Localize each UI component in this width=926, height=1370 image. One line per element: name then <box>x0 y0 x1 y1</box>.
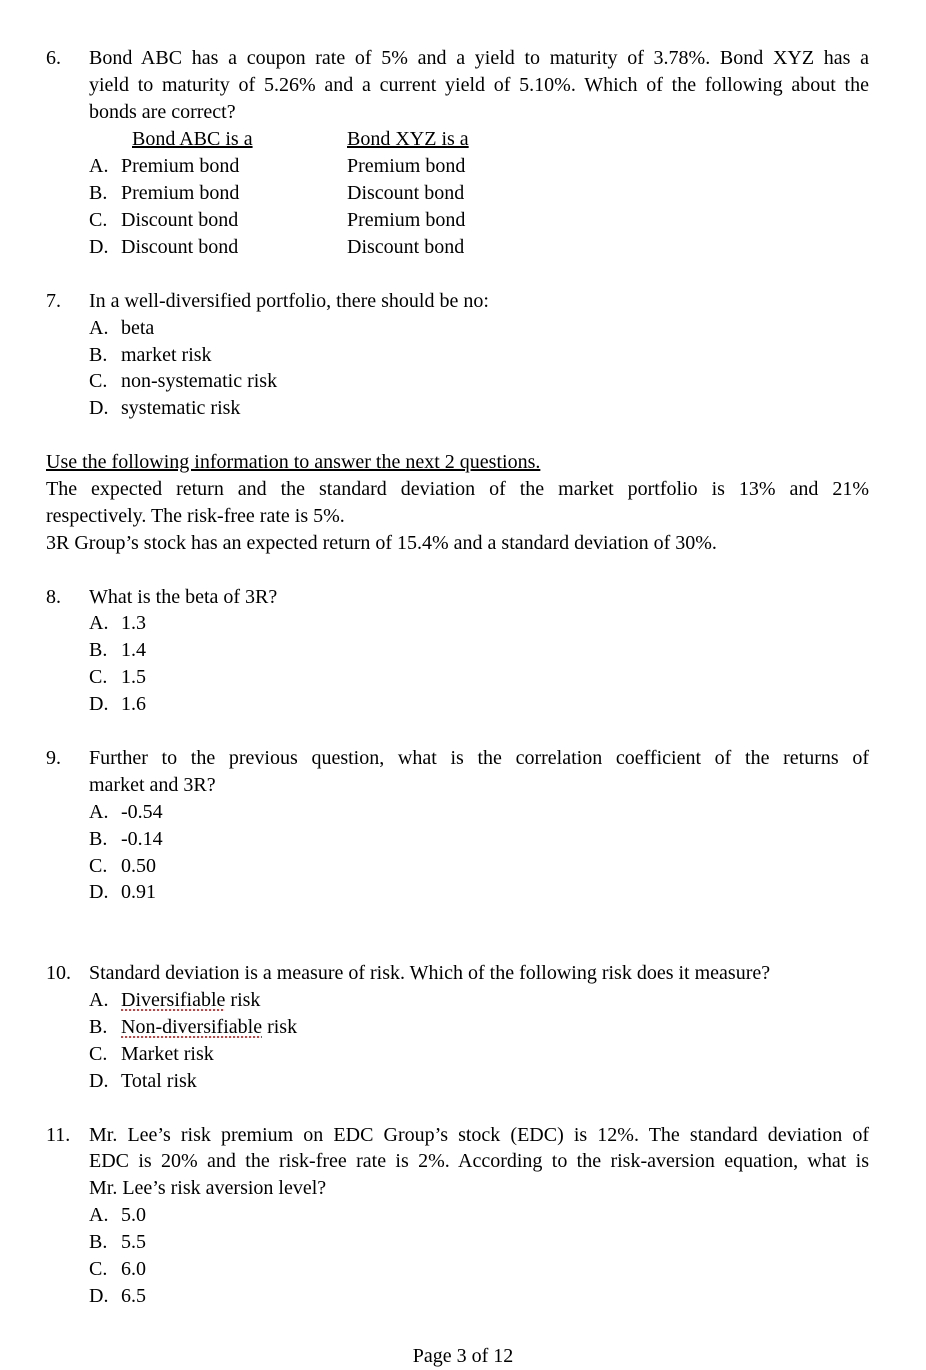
option-item <box>89 637 146 664</box>
question-number: 10. <box>46 962 71 984</box>
question-text-line: What is the beta of 3R? <box>89 586 278 608</box>
option-letter: B. <box>89 639 108 661</box>
option-text: Market risk <box>121 1043 214 1065</box>
option-letter: C. <box>89 1043 108 1065</box>
option-letter: B. <box>89 344 108 366</box>
question-text-line: Bond ABC has a coupon rate of 5% and a yield to maturity of 3.78%. Bond XYZ has a <box>89 47 869 69</box>
option-letter: D. <box>89 881 109 903</box>
option-item <box>89 826 163 853</box>
option-abc: Premium bond <box>121 182 240 204</box>
option-item <box>89 1283 146 1310</box>
option-letter: D. <box>89 1070 109 1092</box>
option-letter: C. <box>89 666 108 688</box>
option-text: beta <box>121 317 155 339</box>
option-text: 5.0 <box>121 1204 146 1226</box>
option-item <box>89 315 154 342</box>
spellcheck-word: Non-diversifiable <box>121 1016 263 1038</box>
option-item <box>89 610 146 637</box>
option-letter: D. <box>89 693 109 715</box>
info-text-line: The expected return and the standard deviation of the market portfolio is 13% and 21% <box>46 478 869 500</box>
option-text: 1.3 <box>121 612 146 634</box>
option-item <box>89 368 277 395</box>
option-text: non-systematic risk <box>121 370 278 392</box>
question-number: 7. <box>46 290 61 312</box>
option-text: 0.50 <box>121 855 156 877</box>
info-text-line: 3R Group’s stock has an expected return of 15.4% and a standard deviation of 30%. <box>46 532 717 554</box>
question-text-line: yield to maturity of 5.26% and a current yield of 5.10%. Which of the following about the <box>89 74 869 96</box>
option-text: 1.6 <box>121 693 146 715</box>
question-number: 6. <box>46 47 61 69</box>
option-text: systematic risk <box>121 397 241 419</box>
option-text: risk <box>262 1016 298 1038</box>
question-number: 8. <box>46 586 61 608</box>
option-item <box>89 1229 146 1256</box>
option-item <box>89 1068 197 1095</box>
option-text: 1.5 <box>121 666 146 688</box>
option-item <box>89 853 156 880</box>
option-text: -0.54 <box>121 801 163 823</box>
option-letter: D. <box>89 236 109 258</box>
option-text: risk <box>225 989 261 1011</box>
option-item <box>89 1202 146 1229</box>
question-text-line: In a well-diversified portfolio, there should be no: <box>89 290 489 312</box>
option-abc: Discount bond <box>121 209 239 231</box>
option-letter: A. <box>89 1204 109 1226</box>
question-text-line: Mr. Lee’s risk premium on EDC Group’s stock (EDC) is 12%. The standard deviation of <box>89 1124 869 1146</box>
option-letter: A. <box>89 989 109 1011</box>
option-letter: D. <box>89 1285 109 1307</box>
question-number: 11. <box>46 1124 71 1146</box>
option-letter: A. <box>89 317 109 339</box>
option-text: 6.5 <box>121 1285 146 1307</box>
option-text: market risk <box>121 344 212 366</box>
option-item <box>89 691 146 718</box>
option-xyz: Premium bond <box>347 209 466 231</box>
option-xyz: Discount bond <box>347 182 465 204</box>
option-item <box>89 664 146 691</box>
option-abc: Premium bond <box>121 155 240 177</box>
option-letter: A. <box>89 801 109 823</box>
option-letter: B. <box>89 1231 108 1253</box>
question-text-line: EDC is 20% and the risk-free rate is 2%. According to the risk-aversion equation, what is <box>89 1150 869 1172</box>
option-letter: C. <box>89 855 108 877</box>
option-text: 5.5 <box>121 1231 146 1253</box>
option-item <box>89 1256 146 1283</box>
option-letter: C. <box>89 1258 108 1280</box>
page-number: Page 3 of 12 <box>412 1345 514 1367</box>
option-item <box>89 1041 214 1068</box>
column-header-xyz: Bond XYZ is a <box>347 128 469 150</box>
option-letter: C. <box>89 370 108 392</box>
info-text-line: respectively. The risk-free rate is 5%. <box>46 505 345 527</box>
question-text-line: market and 3R? <box>89 774 216 796</box>
option-xyz: Discount bond <box>347 236 465 258</box>
option-text: Total risk <box>121 1070 197 1092</box>
question-text-line: Further to the previous question, what is the correlation coefficient of the returns of <box>89 747 869 769</box>
option-item <box>89 342 212 369</box>
option-text: -0.14 <box>121 828 163 850</box>
option-item <box>89 987 260 1014</box>
option-letter: B. <box>89 828 108 850</box>
option-letter: B. <box>89 182 108 204</box>
option-item <box>89 799 163 826</box>
option-letter: B. <box>89 1016 108 1038</box>
option-text: 1.4 <box>121 639 146 661</box>
option-item <box>89 1014 297 1041</box>
question-number: 9. <box>46 747 61 769</box>
option-text: 6.0 <box>121 1258 146 1280</box>
option-text: 0.91 <box>121 881 156 903</box>
question-text-line: bonds are correct? <box>89 101 236 123</box>
info-heading: Use the following information to answer the next 2 questions. <box>46 451 541 473</box>
question-text-line: Mr. Lee’s risk aversion level? <box>89 1177 327 1199</box>
option-letter: A. <box>89 612 109 634</box>
option-item <box>89 879 156 906</box>
question-text-line: Standard deviation is a measure of risk. Which of the following risk does it measure? <box>89 962 771 984</box>
option-xyz: Premium bond <box>347 155 466 177</box>
option-letter: A. <box>89 155 109 177</box>
spellcheck-word: Diversifiable <box>121 989 226 1011</box>
option-abc: Discount bond <box>121 236 239 258</box>
option-item <box>89 395 240 422</box>
option-letter: D. <box>89 397 109 419</box>
column-header-abc: Bond ABC is a <box>132 128 253 150</box>
option-letter: C. <box>89 209 108 231</box>
